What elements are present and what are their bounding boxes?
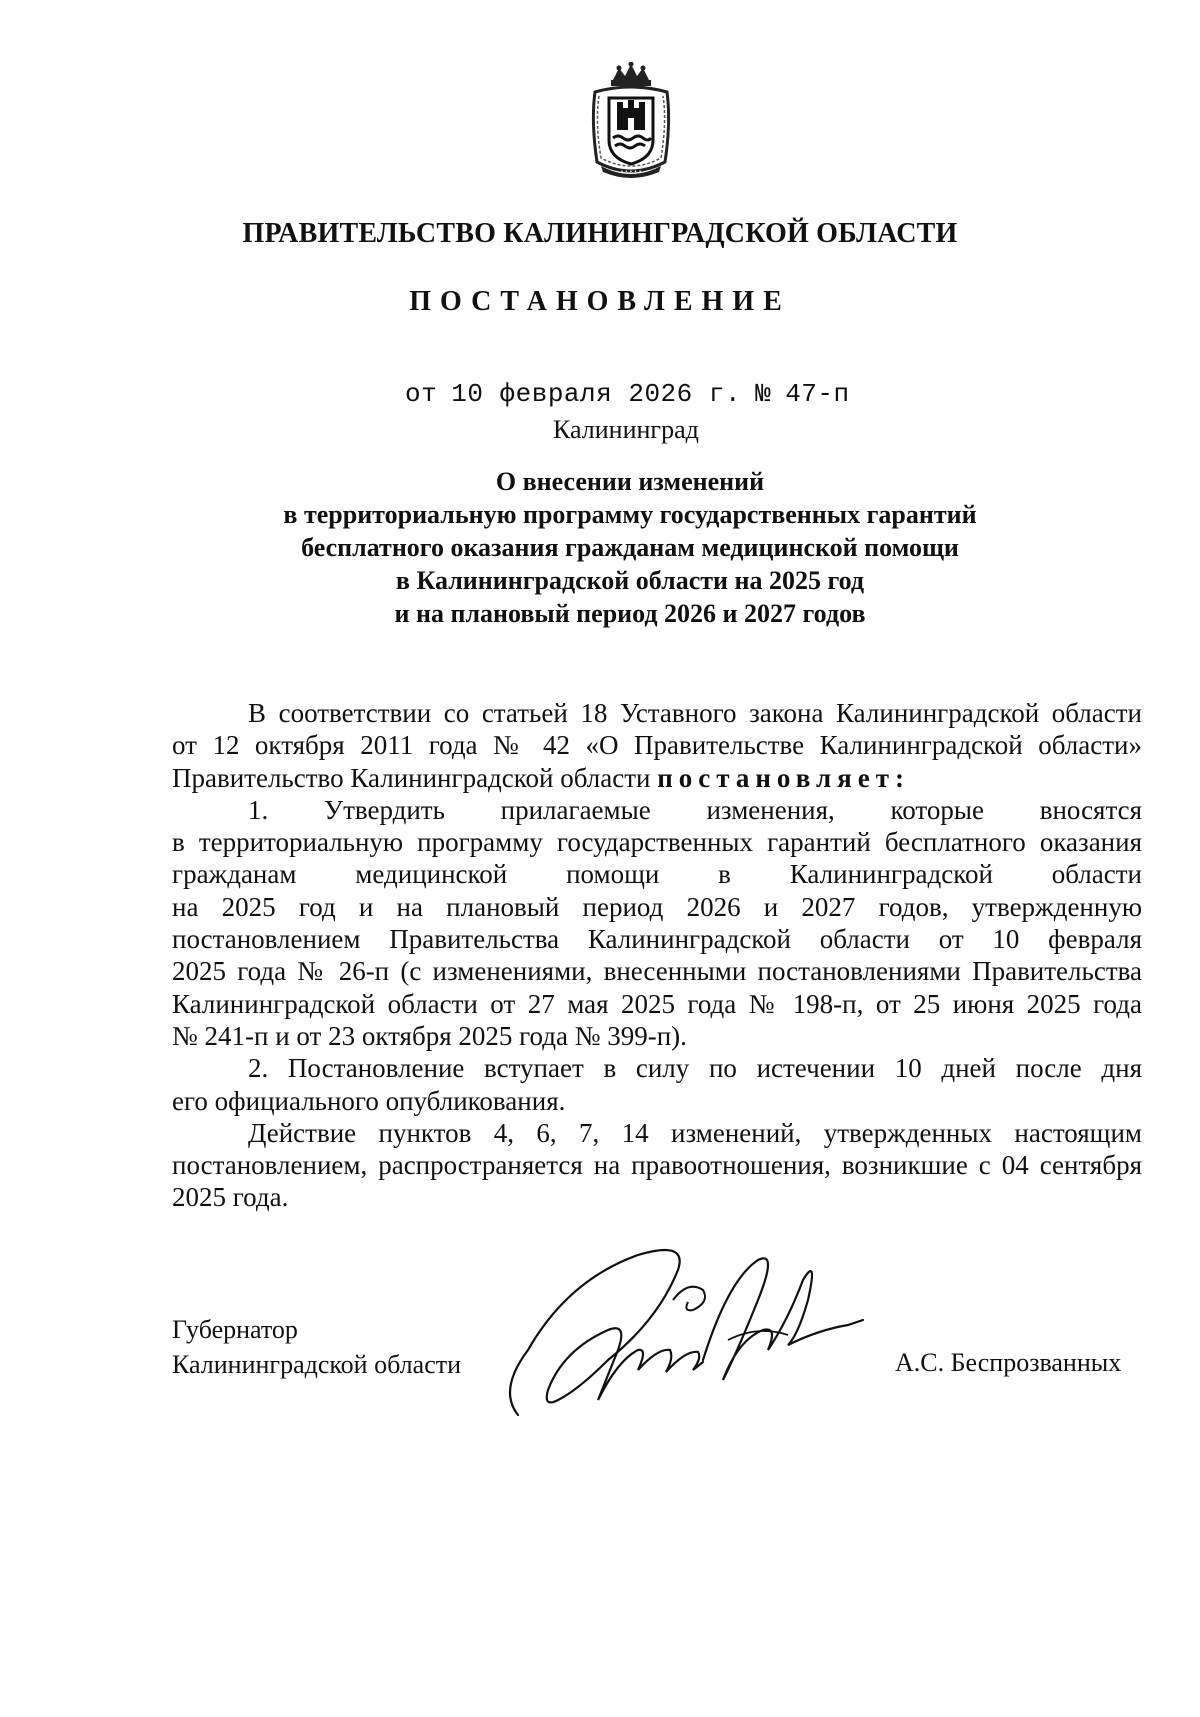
body-line: в территориальную программу государственных гарантий бесплатного оказания [172, 827, 1142, 858]
resolves-word: постановляет: [657, 762, 910, 793]
body-line: гражданам медицинской помощи в Калининградской области [172, 859, 1142, 890]
body-line: постановлением, распространяется на правоотношения, возникшие с 04 сентября [172, 1150, 1142, 1181]
document-city: Калининград [553, 415, 699, 444]
body-line [172, 762, 1142, 794]
document-title [230, 465, 1030, 630]
signer-position-line: Калининградской области [172, 1350, 462, 1379]
title-line: в территориальную программу государственных гарантий [283, 500, 977, 529]
title-line: бесплатного оказания гражданам медицинской помощи [301, 533, 959, 562]
body-line: 1. Утвердить прилагаемые изменения, которые вносятся [248, 794, 1142, 825]
svg-text:• • • • •: • • • • • [620, 169, 642, 175]
document-date: 10 февраля 2026 г. [451, 379, 742, 409]
handwritten-signature [488, 1240, 888, 1430]
coat-of-arms-icon [585, 62, 677, 180]
body-line: на 2025 год и на плановый период 2026 и 2027 годов, утвержденную [172, 891, 1142, 922]
number-sign: № [755, 379, 772, 409]
body-line: 2. Постановление вступает в силу по истечении 10 дней после дня [248, 1053, 1142, 1084]
document-type: ПОСТАНОВЛЕНИЕ [409, 286, 791, 317]
organization-title: ПРАВИТЕЛЬСТВО КАЛИНИНГРАДСКОЙ ОБЛАСТИ [242, 218, 958, 249]
signer-position [172, 1312, 461, 1382]
body-line: постановлением Правительства Калининградской области от 10 февраля [172, 924, 1142, 955]
title-line: и на плановый период 2026 и 2027 годов [394, 599, 866, 628]
body-line: В соответствии со статьей 18 Уставного закона Калининградской области [248, 698, 1142, 728]
date-line [405, 379, 850, 409]
body-text: Правительство Калининградской области [172, 762, 651, 793]
body-line: № 241-п и от 23 октября 2025 года № 399-п). [172, 1020, 687, 1051]
date-prefix: от [405, 379, 438, 409]
signer-position-line: Губернатор [172, 1315, 298, 1344]
body-line: Действие пунктов 4, 6, 7, 14 изменений, утвержденных настоящим [248, 1117, 1142, 1148]
body-line: Калининградской области от 27 мая 2025 года № 198-п, от 25 июня 2025 года [172, 988, 1142, 1019]
body-line: от 12 октября 2011 года № 42 «О Правительстве Калининградской области» [172, 730, 1142, 761]
document-number: 47-п [785, 379, 850, 409]
signer-name: А.С. Беспрозванных [895, 1348, 1122, 1377]
title-line: в Калининградской области на 2025 год [395, 566, 865, 595]
body-line: его официального опубликования. [172, 1085, 566, 1116]
title-line: О внесении изменений [495, 467, 765, 496]
document-body [172, 697, 1142, 1214]
body-line: 2025 года № 26-п (с изменениями, внесенными постановлениями Правительства [172, 956, 1142, 987]
body-line: 2025 года. [172, 1182, 289, 1213]
